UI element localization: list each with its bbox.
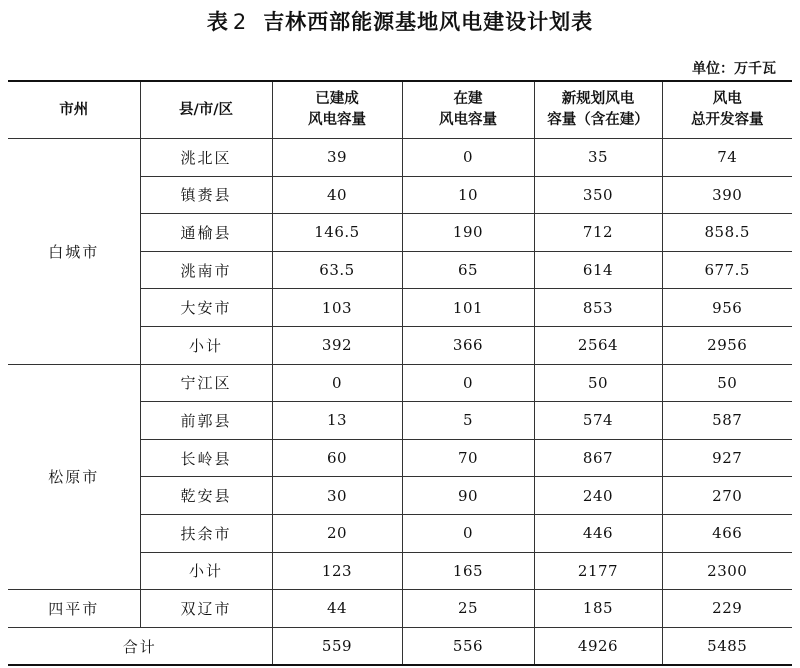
total-cell: 677.5 — [662, 251, 792, 289]
planned-cell: 350 — [534, 176, 662, 214]
built-cell: 40 — [272, 176, 402, 214]
built-cell: 392 — [272, 326, 402, 364]
table-row — [8, 590, 792, 628]
total-cell: 74 — [662, 139, 792, 177]
building-cell: 0 — [402, 139, 534, 177]
building-cell: 0 — [402, 364, 534, 402]
county-cell: 宁江区 — [140, 364, 272, 402]
built-cell: 103 — [272, 289, 402, 327]
planned-cell: 574 — [534, 402, 662, 440]
building-cell: 5 — [402, 402, 534, 440]
county-cell: 长岭县 — [140, 439, 272, 477]
total-cell: 587 — [662, 402, 792, 440]
header-built: 已建成 风电容量 — [272, 81, 402, 139]
title-number: 2 — [232, 10, 248, 34]
planned-cell: 614 — [534, 251, 662, 289]
built-cell: 13 — [272, 402, 402, 440]
total-cell: 50 — [662, 364, 792, 402]
grand-total-building: 556 — [402, 627, 534, 665]
table-row — [8, 139, 792, 177]
planned-cell: 446 — [534, 514, 662, 552]
grand-total-row — [8, 627, 792, 665]
built-cell: 30 — [272, 477, 402, 515]
planned-cell: 712 — [534, 214, 662, 252]
wind-power-table — [8, 80, 792, 666]
city-cell: 四平市 — [8, 590, 140, 628]
planned-cell: 867 — [534, 439, 662, 477]
table-row — [8, 364, 792, 402]
building-cell: 10 — [402, 176, 534, 214]
building-cell: 190 — [402, 214, 534, 252]
built-cell: 20 — [272, 514, 402, 552]
title-text: 吉林西部能源基地风电建设计划表 — [263, 10, 594, 34]
total-cell: 2300 — [662, 552, 792, 590]
planned-cell: 35 — [534, 139, 662, 177]
planned-cell: 2177 — [534, 552, 662, 590]
total-cell: 390 — [662, 176, 792, 214]
county-cell: 乾安县 — [140, 477, 272, 515]
county-cell: 大安市 — [140, 289, 272, 327]
header-row — [8, 81, 792, 139]
total-cell: 229 — [662, 590, 792, 628]
building-cell: 101 — [402, 289, 534, 327]
header-total: 风电 总开发容量 — [662, 81, 792, 139]
title-prefix: 表 — [206, 10, 229, 34]
city-cell: 白城市 — [8, 139, 140, 365]
built-cell: 63.5 — [272, 251, 402, 289]
built-cell: 44 — [272, 590, 402, 628]
building-cell: 65 — [402, 251, 534, 289]
county-cell: 洮北区 — [140, 139, 272, 177]
header-county: 县/市/区 — [140, 81, 272, 139]
built-cell: 146.5 — [272, 214, 402, 252]
building-cell: 70 — [402, 439, 534, 477]
header-city: 市州 — [8, 81, 140, 139]
planned-cell: 853 — [534, 289, 662, 327]
built-cell: 0 — [272, 364, 402, 402]
built-cell: 60 — [272, 439, 402, 477]
header-planned: 新规划风电 容量（含在建） — [534, 81, 662, 139]
building-cell: 90 — [402, 477, 534, 515]
built-cell: 39 — [272, 139, 402, 177]
total-cell: 466 — [662, 514, 792, 552]
county-cell: 扶余市 — [140, 514, 272, 552]
total-cell: 956 — [662, 289, 792, 327]
built-cell: 123 — [272, 552, 402, 590]
building-cell: 0 — [402, 514, 534, 552]
grand-total-label: 合计 — [8, 627, 272, 665]
building-cell: 165 — [402, 552, 534, 590]
county-cell: 双辽市 — [140, 590, 272, 628]
grand-total-planned: 4926 — [534, 627, 662, 665]
county-cell: 洮南市 — [140, 251, 272, 289]
county-cell: 镇赉县 — [140, 176, 272, 214]
county-cell: 前郭县 — [140, 402, 272, 440]
building-cell: 25 — [402, 590, 534, 628]
unit-label: 单位：万千瓦 — [692, 61, 776, 77]
table-title — [0, 6, 800, 36]
building-cell: 366 — [402, 326, 534, 364]
county-cell: 通榆县 — [140, 214, 272, 252]
grand-total-total: 5485 — [662, 627, 792, 665]
total-cell: 858.5 — [662, 214, 792, 252]
planned-cell: 2564 — [534, 326, 662, 364]
total-cell: 2956 — [662, 326, 792, 364]
planned-cell: 240 — [534, 477, 662, 515]
total-cell: 927 — [662, 439, 792, 477]
planned-cell: 50 — [534, 364, 662, 402]
city-cell: 松原市 — [8, 364, 140, 590]
grand-total-built: 559 — [272, 627, 402, 665]
header-building: 在建 风电容量 — [402, 81, 534, 139]
total-cell: 270 — [662, 477, 792, 515]
county-cell: 小计 — [140, 326, 272, 364]
county-cell: 小计 — [140, 552, 272, 590]
table-body — [8, 139, 792, 666]
planned-cell: 185 — [534, 590, 662, 628]
